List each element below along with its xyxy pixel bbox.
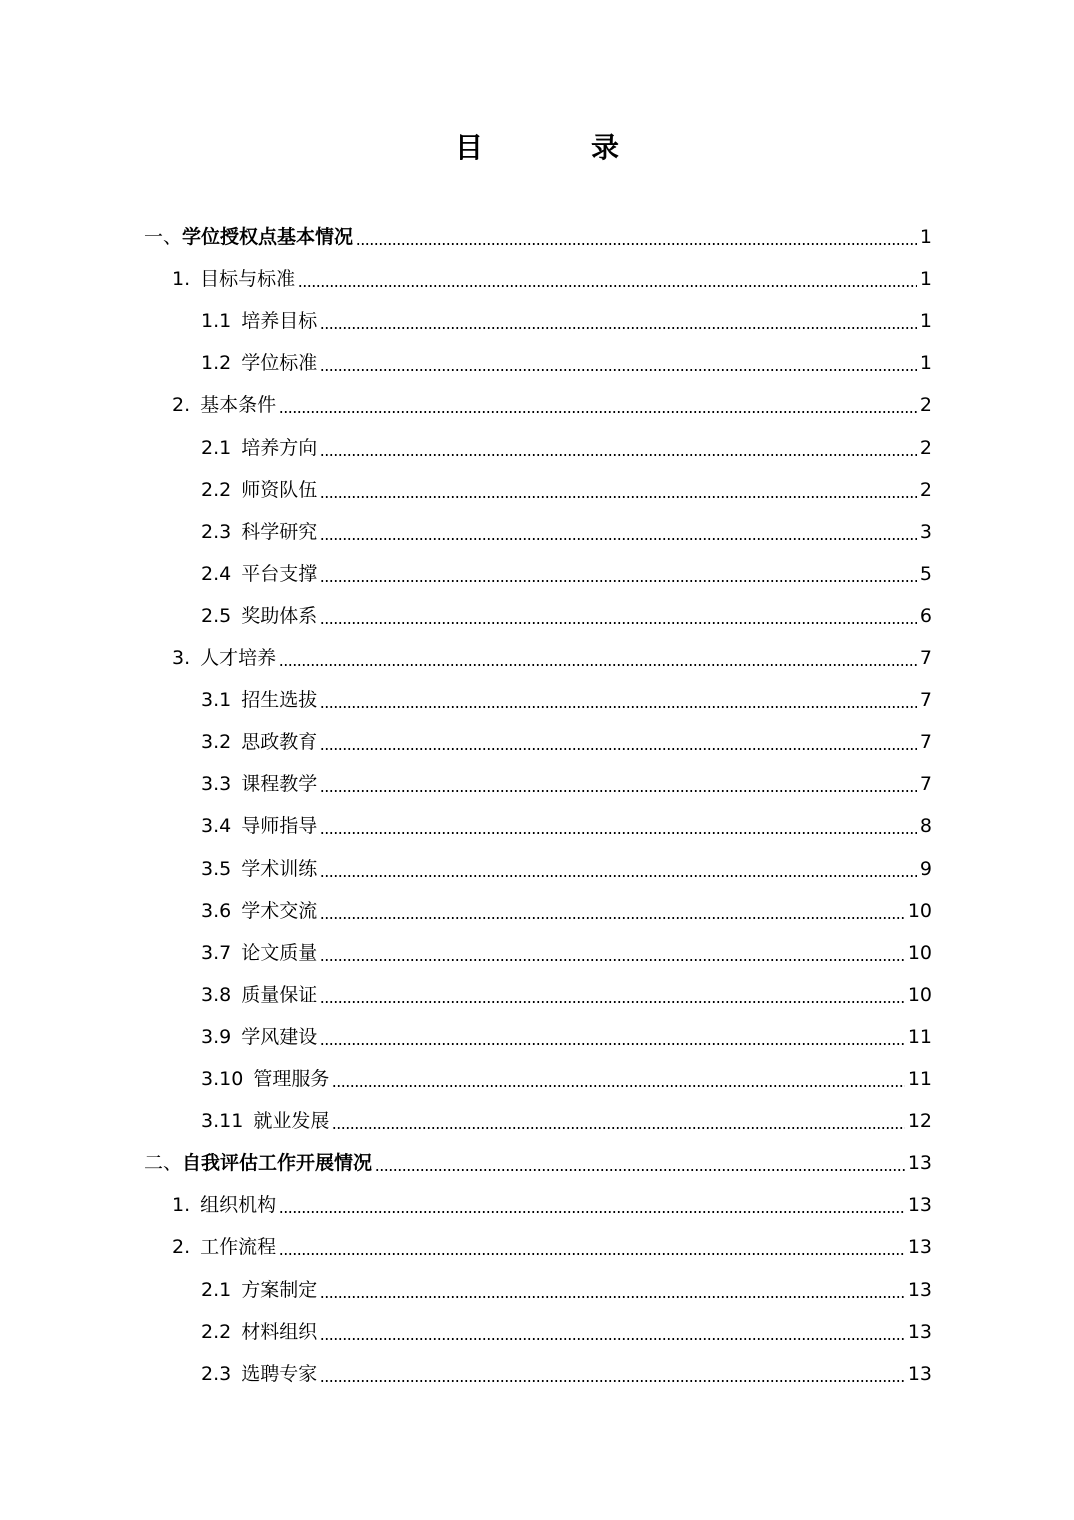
toc-entry-number: 1.: [172, 268, 191, 290]
toc-entry-label: [201, 595, 317, 637]
dot-leader: [320, 959, 905, 961]
toc-entry-number: 3.1: [201, 689, 232, 711]
toc-entry-number: 3.8: [201, 984, 232, 1006]
toc-entry-page-number: 1: [919, 352, 932, 374]
toc-entry[interactable]: [201, 300, 932, 342]
toc-entry-number: 3.9: [201, 1026, 232, 1048]
toc-entry-page-number: 10: [907, 942, 932, 964]
dot-leader: [320, 538, 917, 540]
toc-entry-number: 3.10: [201, 1068, 244, 1090]
dot-leader: [320, 1043, 905, 1045]
dot-leader: [320, 496, 917, 498]
dot-leader: [279, 1253, 905, 1255]
toc-entry-label: [201, 469, 317, 511]
toc-entry[interactable]: [201, 1058, 932, 1100]
toc-entry[interactable]: [172, 1226, 932, 1268]
toc-entry-page-number: 1: [919, 268, 932, 290]
dot-leader: [320, 875, 917, 877]
toc-entry-label: [201, 890, 317, 932]
toc-entry[interactable]: [201, 1353, 932, 1395]
toc-entry-label: [201, 1100, 329, 1142]
toc-entry-number: 3.7: [201, 942, 232, 964]
toc-entry-number: 2.2: [201, 1321, 232, 1343]
toc-entry[interactable]: [201, 721, 932, 763]
toc-entry-label: [201, 342, 317, 384]
toc-entry-page-number: 11: [907, 1026, 932, 1048]
toc-entry-page-number: 13: [907, 1194, 932, 1216]
dot-leader: [320, 1001, 905, 1003]
toc-entry-page-number: 11: [907, 1068, 932, 1090]
toc-entry-title: 就业发展: [253, 1110, 330, 1132]
toc-entry-number: 一、: [144, 226, 183, 248]
toc-entry-number: 3.5: [201, 858, 232, 880]
toc-entry-title: 课程教学: [241, 773, 318, 795]
toc-entry-title: 思政教育: [241, 731, 318, 753]
toc-entry[interactable]: [201, 763, 932, 805]
dot-leader: [320, 917, 905, 919]
toc-entry-page-number: 5: [919, 563, 932, 585]
dot-leader: [320, 790, 917, 792]
toc-entry-number: 2.2: [201, 479, 232, 501]
dot-leader: [320, 706, 917, 708]
toc-entry-page-number: 7: [919, 731, 932, 753]
dot-leader: [332, 1085, 904, 1087]
toc-entry-label: [201, 553, 317, 595]
toc-entry[interactable]: [201, 1100, 932, 1142]
toc-entry-number: 1.2: [201, 352, 232, 374]
toc-entry[interactable]: [201, 805, 932, 847]
toc-entry-page-number: 13: [907, 1236, 932, 1258]
toc-entry-label: [144, 1142, 372, 1184]
toc-entry[interactable]: [201, 848, 932, 890]
toc-entry-page-number: 9: [919, 858, 932, 880]
toc-entry-title: 学位标准: [241, 352, 318, 374]
dot-leader: [356, 243, 917, 245]
toc-entry-title: 导师指导: [241, 815, 318, 837]
toc-entry-number: 2.3: [201, 1363, 232, 1385]
dot-leader: [320, 832, 917, 834]
dot-leader: [320, 1338, 905, 1340]
toc-entry[interactable]: [201, 1016, 932, 1058]
toc-entry-label: [144, 216, 353, 258]
toc-entry-title: 学位授权点基本情况: [182, 226, 354, 248]
toc-entry-page-number: 2: [919, 394, 932, 416]
toc-entry-title: 奖助体系: [241, 605, 318, 627]
toc-entry-number: 2.: [172, 394, 191, 416]
toc-entry[interactable]: [201, 932, 932, 974]
toc-entry-page-number: 6: [919, 605, 932, 627]
dot-leader: [375, 1169, 905, 1171]
toc-entry-title: 自我评估工作开展情况: [182, 1152, 373, 1174]
toc-entry[interactable]: [172, 637, 932, 679]
toc-entry-number: 2.1: [201, 1279, 232, 1301]
toc-entry[interactable]: [144, 216, 932, 258]
toc-entry-page-number: 13: [907, 1363, 932, 1385]
toc-entry[interactable]: [201, 469, 932, 511]
toc-entry-page-number: 1: [919, 310, 932, 332]
page-title: 目 录: [454, 131, 659, 164]
toc-entry[interactable]: [201, 679, 932, 721]
toc-entry-title: 平台支撑: [241, 563, 318, 585]
toc-entry-number: 3.2: [201, 731, 232, 753]
toc-entry-label: [172, 384, 276, 426]
toc-entry[interactable]: [201, 553, 932, 595]
toc-entry-number: 二、: [144, 1152, 183, 1174]
toc-entry[interactable]: [201, 974, 932, 1016]
toc-entry-title: 组织机构: [200, 1194, 277, 1216]
dot-leader: [320, 369, 917, 371]
toc-entry[interactable]: [201, 427, 932, 469]
toc-entry-page-number: 10: [907, 984, 932, 1006]
dot-leader: [320, 1380, 905, 1382]
toc-entry[interactable]: [201, 342, 932, 384]
toc-entry-title: 管理服务: [253, 1068, 330, 1090]
toc-entry-title: 招生选拔: [241, 689, 318, 711]
dot-leader: [320, 622, 917, 624]
dot-leader: [279, 1211, 905, 1213]
toc-entry-label: [201, 1353, 317, 1395]
toc-entry-title: 培养目标: [241, 310, 318, 332]
toc-entry-page-number: 2: [919, 479, 932, 501]
dot-leader: [320, 454, 917, 456]
dot-leader: [279, 664, 917, 666]
toc-entry-number: 2.: [172, 1236, 191, 1258]
toc-entry-title: 科学研究: [241, 521, 318, 543]
toc-entry-label: [201, 974, 317, 1016]
toc-entry-label: [201, 763, 317, 805]
toc-entry[interactable]: [201, 595, 932, 637]
toc-entry-number: 3.6: [201, 900, 232, 922]
toc-entry-page-number: 13: [907, 1152, 932, 1174]
toc-entry[interactable]: [172, 258, 932, 300]
toc-entry-label: [172, 637, 276, 679]
toc-entry-number: 2.3: [201, 521, 232, 543]
toc-entry-title: 学术交流: [241, 900, 318, 922]
toc-entry-label: [201, 679, 317, 721]
toc-entry-label: [201, 1016, 317, 1058]
dot-leader: [332, 1127, 904, 1129]
toc-entry-page-number: 8: [919, 815, 932, 837]
toc-entry-title: 培养方向: [241, 437, 318, 459]
dot-leader: [279, 411, 917, 413]
toc-entry[interactable]: [144, 1142, 932, 1184]
toc-entry-label: [201, 511, 317, 553]
toc-entry-title: 质量保证: [241, 984, 318, 1006]
toc-entry-number: 2.1: [201, 437, 232, 459]
toc-entry[interactable]: [201, 890, 932, 932]
toc-entry[interactable]: [201, 1269, 932, 1311]
toc-entry-page-number: 12: [907, 1110, 932, 1132]
toc-entry-label: [201, 427, 317, 469]
toc-entry-title: 工作流程: [200, 1236, 277, 1258]
toc-entry-label: [201, 1269, 317, 1311]
toc-entry-label: [201, 300, 317, 342]
toc-entry-label: [172, 1184, 276, 1226]
toc-entry-title: 师资队伍: [241, 479, 318, 501]
toc-entry-label: [201, 848, 317, 890]
toc-entry-page-number: 2: [919, 437, 932, 459]
toc-entry-number: 3.11: [201, 1110, 244, 1132]
toc-entry[interactable]: [201, 511, 932, 553]
toc-entry-label: [201, 805, 317, 847]
toc-entry-page-number: 7: [919, 647, 932, 669]
toc-entry-page-number: 3: [919, 521, 932, 543]
toc-entry-label: [172, 1226, 276, 1268]
toc-entry-title: 选聘专家: [241, 1363, 318, 1385]
toc-entry-number: 3.4: [201, 815, 232, 837]
toc-entry-title: 基本条件: [200, 394, 277, 416]
toc-entry-page-number: 7: [919, 689, 932, 711]
toc-entry-label: [201, 932, 317, 974]
toc-entry-number: 2.4: [201, 563, 232, 585]
toc-entry-title: 目标与标准: [200, 268, 296, 290]
dot-leader: [298, 285, 917, 287]
dot-leader: [320, 748, 917, 750]
toc-entry-page-number: 10: [907, 900, 932, 922]
toc-entry-title: 人才培养: [200, 647, 277, 669]
toc-entry[interactable]: [172, 384, 932, 426]
dot-leader: [320, 580, 917, 582]
toc-entry-label: [201, 721, 317, 763]
toc-entry-title: 学风建设: [241, 1026, 318, 1048]
toc-entry[interactable]: [201, 1311, 932, 1353]
toc-entry-number: 2.5: [201, 605, 232, 627]
toc-entry-number: 1.: [172, 1194, 191, 1216]
toc-entry-number: 3.: [172, 647, 191, 669]
toc-entry-label: [172, 258, 295, 300]
toc-entry-title: 材料组织: [241, 1321, 318, 1343]
dot-leader: [320, 1296, 905, 1298]
toc-entry-number: 1.1: [201, 310, 232, 332]
toc-entry-page-number: 13: [907, 1321, 932, 1343]
toc-entry-page-number: 1: [919, 226, 932, 248]
toc-entry-page-number: 7: [919, 773, 932, 795]
toc-entry-number: 3.3: [201, 773, 232, 795]
toc-entry-label: [201, 1311, 317, 1353]
toc-entry[interactable]: [172, 1184, 932, 1226]
toc-entry-title: 方案制定: [241, 1279, 318, 1301]
toc-entry-title: 学术训练: [241, 858, 318, 880]
dot-leader: [320, 327, 917, 329]
toc-entry-title: 论文质量: [241, 942, 318, 964]
toc-entry-label: [201, 1058, 329, 1100]
toc-entry-page-number: 13: [907, 1279, 932, 1301]
